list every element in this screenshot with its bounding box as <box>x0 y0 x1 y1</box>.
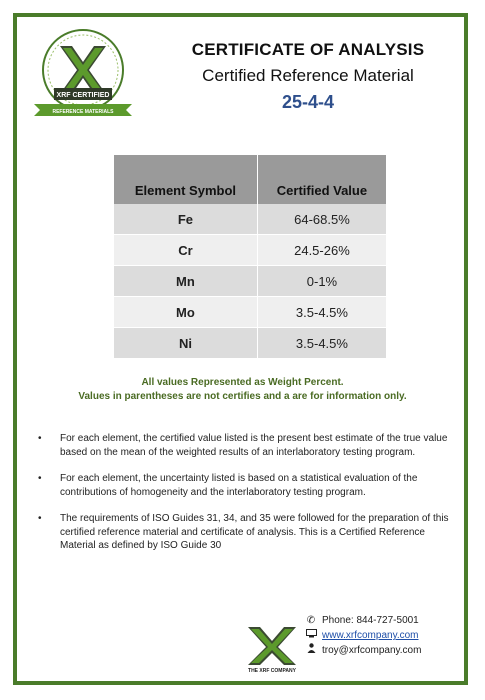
certificate-subtitle: Certified Reference Material <box>202 66 414 85</box>
list-item-text: For each element, the uncertainty listed is based on a statistical evaluation of the contributions of homogeneity and the interlaboratory testing program. <box>60 473 418 498</box>
bullet-icon: • <box>38 513 42 524</box>
table-header-row <box>114 155 387 204</box>
column-header-element: Element Symbol <box>114 155 257 204</box>
logo-text-reference: REFERENCE MATERIALS <box>52 109 114 115</box>
xrf-company-logo <box>244 625 300 673</box>
phone-text: Phone: 844-727-5001 <box>322 615 419 626</box>
web-icon <box>304 628 318 643</box>
person-icon <box>304 643 318 658</box>
element-symbol: Mo <box>114 297 257 328</box>
note-line-1: All values Represented as Weight Percent. <box>141 377 344 388</box>
table-row <box>114 297 387 328</box>
table-row <box>114 328 387 359</box>
column-header-value: Certified Value <box>257 155 386 204</box>
certified-value: 64-68.5% <box>257 204 386 235</box>
list-item-text: The requirements of ISO Guides 31, 34, and 35 were followed for the preparation of this certified reference material and certificate of analysis. This is a Certified Reference Material as defined by ISO Guide 30 <box>60 513 449 551</box>
contact-phone <box>304 613 421 628</box>
list-item <box>38 512 453 553</box>
bullet-icon: • <box>38 433 42 444</box>
list-item <box>38 472 453 499</box>
certified-values-table <box>114 155 387 359</box>
element-symbol: Ni <box>114 328 257 359</box>
element-symbol: Cr <box>114 235 257 266</box>
list-item-text: For each element, the certified value listed is the present best estimate of the true value based on the mean of the weighted results of an interlaboratory testing program. <box>60 433 448 458</box>
website-link[interactable]: www.xrfcompany.com <box>322 630 419 641</box>
bullet-icon: • <box>38 473 42 484</box>
certification-notes-list <box>38 432 453 566</box>
material-code: 25-4-4 <box>281 92 335 112</box>
certified-value: 3.5-4.5% <box>257 297 386 328</box>
note-line-2: Values in parentheses are not certifies and a are for information only. <box>78 391 407 402</box>
certified-value: 24.5-26% <box>257 235 386 266</box>
contact-block <box>304 613 421 658</box>
xrf-certified-logo <box>30 26 136 126</box>
certified-value: 0-1% <box>257 266 386 297</box>
email-text: troy@xrfcompany.com <box>322 645 422 656</box>
table-row <box>114 266 387 297</box>
list-item <box>38 432 453 459</box>
element-symbol: Fe <box>114 204 257 235</box>
contact-email <box>304 643 421 658</box>
logo-text-certified: XRF CERTIFIED <box>56 92 110 99</box>
element-symbol: Mn <box>114 266 257 297</box>
phone-icon: ✆ <box>306 615 316 626</box>
logo-caption: THE XRF COMPANY <box>248 668 296 673</box>
certified-value: 3.5-4.5% <box>257 328 386 359</box>
certificate-header <box>178 40 438 113</box>
table-row <box>114 204 387 235</box>
contact-website[interactable] <box>304 628 421 643</box>
weight-percent-note <box>30 376 455 404</box>
table-row <box>114 235 387 266</box>
certificate-title: CERTIFICATE OF ANALYSIS <box>191 40 425 59</box>
